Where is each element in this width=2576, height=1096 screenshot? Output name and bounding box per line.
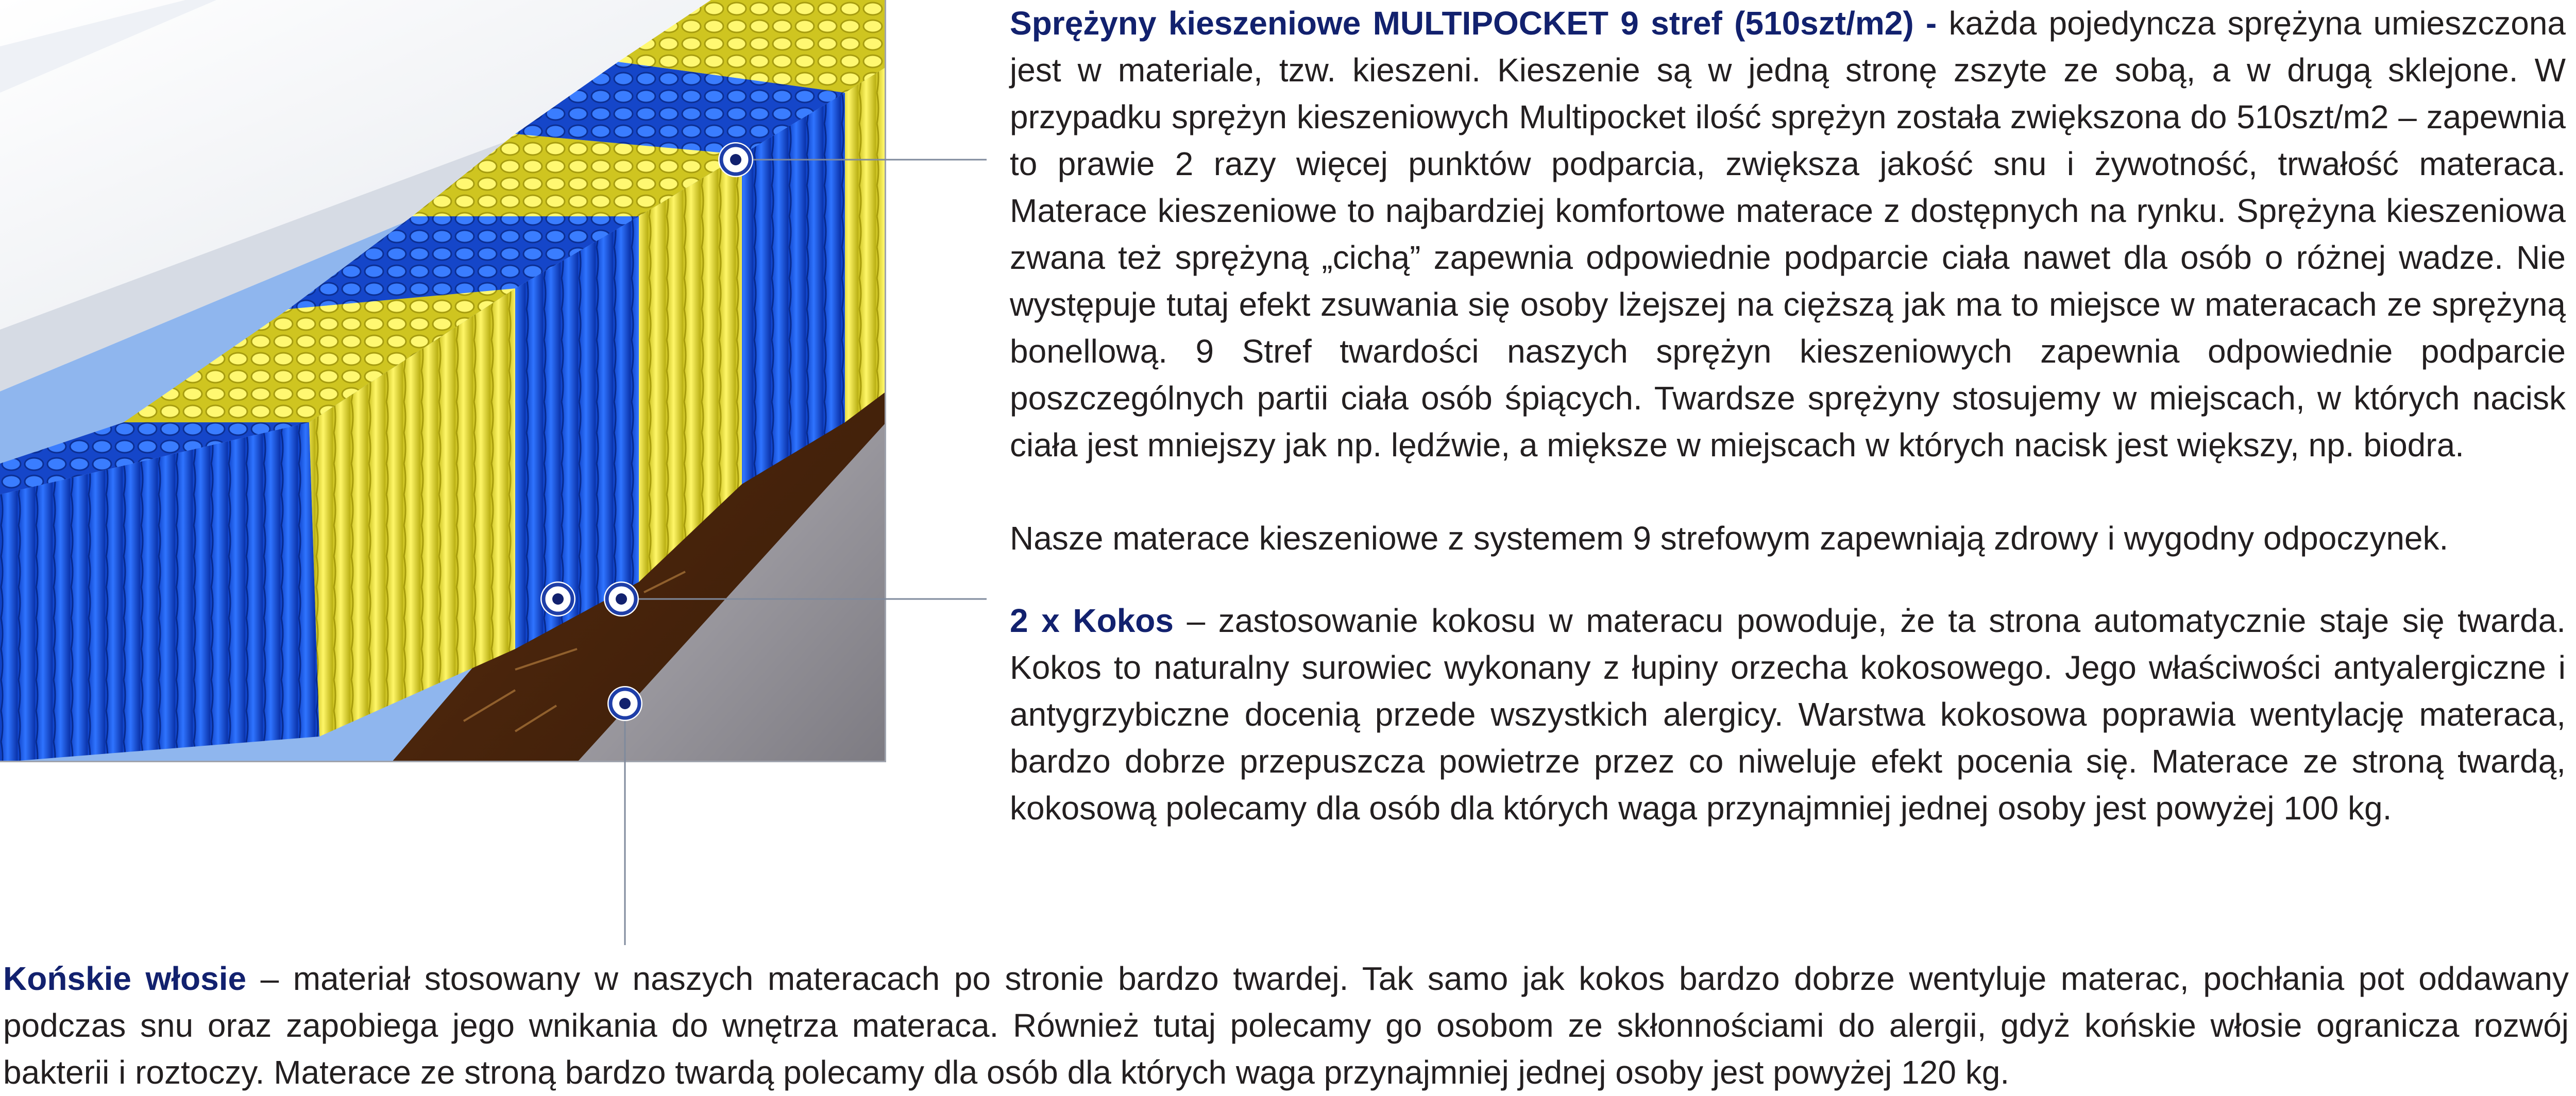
pocket-springs-text: każda pojedyncza sprężyna umieszczona jest w materiale, tzw. kieszeni. Kieszenie są w jedną stronę zszyte ze sobą, a w drugą sklejone. W przypadku sprężyn kieszeniowych Multipocket ilość sprężyn została zwiększona do 510szt/m2 – zapewnia to prawie 2 razy więcej punktów podparcia, zwiększa jakość snu i żywotność, trwałość materaca. Materace kieszeniowe to najbardziej komfortowe materace z dostępnych na rynku. Sprężyna kieszeniowa zwana też sprężyną „cichą” zapewnia odpowiednie podparcie ciała nawet dla osób o różnej wadze. Nie występuje tutaj efekt zsuwania się osoby lżejszej na cięższą jak ma to miejsce w materacach ze sprężyną bonellową. 9 Stref twardości naszych sprężyn kieszeniowych zapewnia odpowiednie podparcie poszczególnych partii ciała osób śpiących. Twardsze sprężyny stosujemy w miejscach, w których nacisk ciała jest mniejszy jak np. lędźwie, a miększe w miejscach w których nacisk jest większy, np. biodra. (1010, 5, 2566, 464)
pocket-springs-term: Sprężyny kieszeniowe MULTIPOCKET 9 stref (510szt/m2) - (1010, 5, 1937, 42)
marker-horsehair (607, 686, 642, 721)
mattress-layers-graphic (0, 0, 886, 762)
coconut-term: 2 x Kokos (1010, 602, 1174, 639)
coconut-description (1010, 597, 2566, 832)
horsehair-term: Końskie włosie (3, 960, 247, 997)
coconut-text: – zastosowanie kokosu w materacu powoduje, że ta strona automatycznie staje się twarda. Kokos to naturalny surowiec wykonany z łupiny orzecha kokosowego. Jego właściwości antyalergiczne i antygrzybiczne docenią przede wszystkich alergicy. Warstwa kokosowa poprawia wentylację materaca, bardzo dobrze przepuszcza powietrze przez co niweluje efekt pocenia się. Materace ze stroną twardą, kokosową polecamy dla osób dla których waga przynajmniej jednej osoby jest powyżej 100 kg. (1010, 602, 2566, 827)
marker-coconut-right (604, 581, 639, 616)
marker-coconut-left (540, 581, 575, 616)
pocket-springs-description (1010, 0, 2566, 469)
horsehair-text: – materiał stosowany w naszych materacach po stronie bardzo twardej. Tak samo jak kokos bardzo dobrze wentyluje materac, pochłania pot oddawany podczas snu oraz zapobiega jego wnikania do wnętrza materaca. Również tutaj polecamy go osobom ze skłonnościami do alergii, gdyż końskie włosie ogranicza rozwój bakterii i roztoczy. Materace ze stroną bardzo twardą polecamy dla osób dla których waga przynajmniej jednej osoby jest powyżej 120 kg. (3, 960, 2569, 1091)
pocket-springs-summary: Nasze materace kieszeniowe z systemem 9 strefowym zapewniają zdrowy i wygodny odpoczynek. (1010, 520, 2449, 557)
horsehair-description (3, 955, 2569, 1096)
mattress-cross-section-illustration (0, 0, 886, 762)
marker-pocket-springs (718, 142, 753, 177)
